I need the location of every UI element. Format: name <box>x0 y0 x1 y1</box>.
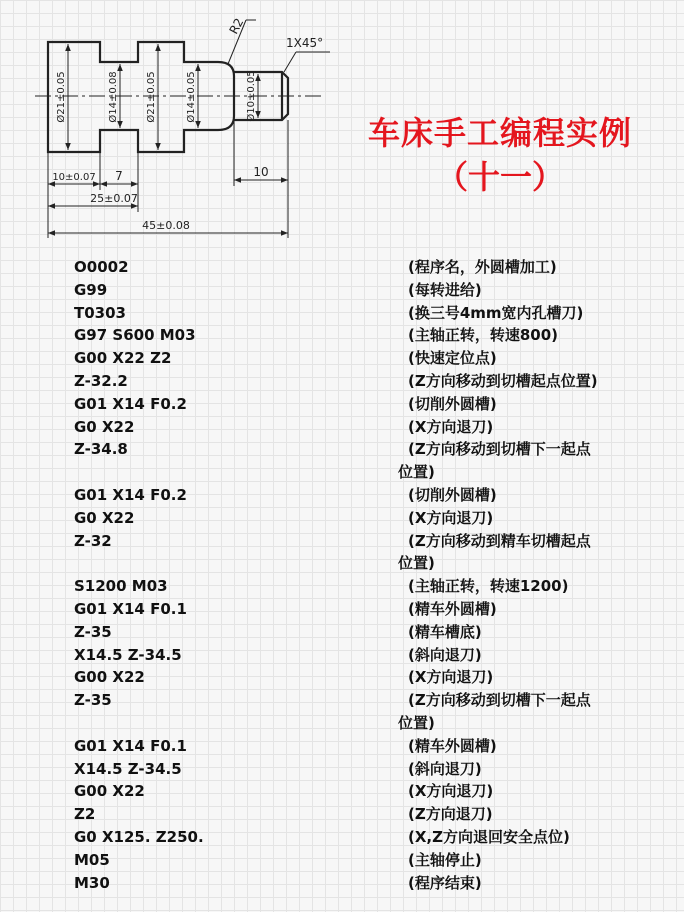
program-comment: (换三号4mm宽内孔槽刀) <box>408 303 584 322</box>
program-comment: (Z方向退刀) <box>408 805 493 824</box>
program-code: G97 S600 M03 <box>74 326 196 345</box>
program-comment: (斜向退刀) <box>408 645 482 664</box>
dim-d14-right: Ø14±0.05 <box>186 71 197 123</box>
dim-chamfer: 1X45° <box>286 36 324 50</box>
program-comment: (X,Z方向退回安全点位) <box>408 828 570 846</box>
program-comment: (X方向退刀) <box>408 417 494 436</box>
program-comment: (主轴停止) <box>408 850 482 869</box>
program-comment: (精车槽底) <box>408 622 482 641</box>
program-comment: (Z方向移动到切槽下一起点 <box>408 440 591 459</box>
page-subtitle: （十一） <box>435 158 564 196</box>
page-title: 车床手工编程实例 <box>367 114 632 152</box>
program-code: O0002 <box>74 258 129 276</box>
program-code: G0 X125. Z250. <box>74 828 204 846</box>
program-comment: (X方向退刀) <box>408 508 494 527</box>
program-code: G01 X14 F0.1 <box>74 600 187 618</box>
program-code: S1200 M03 <box>74 577 168 596</box>
program-code: M05 <box>74 850 110 869</box>
program-code: Z2 <box>74 805 96 824</box>
program-code: G00 X22 <box>74 782 145 801</box>
program-comment: (程序结束) <box>408 873 482 892</box>
program-code: M30 <box>74 873 110 892</box>
program-comment: (精车外圆槽) <box>408 736 497 755</box>
dim-d21-middle: Ø21±0.05 <box>146 71 157 123</box>
program-comment: (斜向退刀) <box>408 759 482 778</box>
program-code: G00 X22 <box>74 668 145 687</box>
program-comment: (每转进给) <box>408 280 482 299</box>
program-comment: 位置) <box>398 463 435 482</box>
program-comment: 位置) <box>398 554 435 573</box>
program-code: X14.5 Z-34.5 <box>74 759 182 778</box>
program-comment: (主轴正转，转速800) <box>408 326 559 345</box>
program-code: G01 X14 F0.2 <box>74 486 187 504</box>
program-code: G01 X14 F0.1 <box>74 736 187 755</box>
program-code: Z-32.2 <box>74 372 128 390</box>
program-comment: (Z方向移动到切槽下一起点 <box>408 691 591 710</box>
program-comment: (X方向退刀) <box>408 782 494 801</box>
program-comment: (切削外圆槽) <box>408 486 497 504</box>
program-code: Z-35 <box>74 622 112 641</box>
program-code: G99 <box>74 280 108 299</box>
program-comment: (精车外圆槽) <box>408 600 497 618</box>
program-comment: (Z方向移动到切槽起点位置) <box>408 372 598 390</box>
dim-r2: R2 <box>226 15 247 37</box>
program-comment: 位置) <box>398 714 435 732</box>
program-comment: (Z方向移动到精车切槽起点 <box>408 531 591 550</box>
dim-len-7: 7 <box>115 169 123 183</box>
dim-len-45: 45±0.08 <box>142 219 190 232</box>
dim-d10: Ø10±0.05 <box>246 70 257 122</box>
program-code: G01 X14 F0.2 <box>74 394 187 413</box>
program-code: G0 X22 <box>74 417 135 436</box>
program-comment: (主轴正转，转速1200) <box>408 577 569 596</box>
program-comment: (快速定位点) <box>408 349 497 368</box>
dim-len-10-tol: 10±0.07 <box>52 172 96 183</box>
dim-len-25: 25±0.07 <box>90 192 138 205</box>
program-comment: (切削外圆槽) <box>408 394 497 413</box>
dim-d21-left: Ø21±0.05 <box>56 71 67 123</box>
program-code: Z-32 <box>74 531 112 550</box>
program-code: G00 X22 Z2 <box>74 349 172 368</box>
dim-len-10: 10 <box>253 165 269 179</box>
dimension-labels <box>52 16 323 232</box>
program-code: G0 X22 <box>74 508 135 527</box>
program-code: Z-35 <box>74 691 112 710</box>
program-comment: (程序名，外圆槽加工) <box>408 258 557 276</box>
program-code: X14.5 Z-34.5 <box>74 645 182 664</box>
dim-d14-left: Ø14±0.08 <box>108 71 119 123</box>
program-code: T0303 <box>74 303 126 322</box>
program-comment: (X方向退刀) <box>408 668 494 687</box>
program-code: Z-34.8 <box>74 440 128 459</box>
